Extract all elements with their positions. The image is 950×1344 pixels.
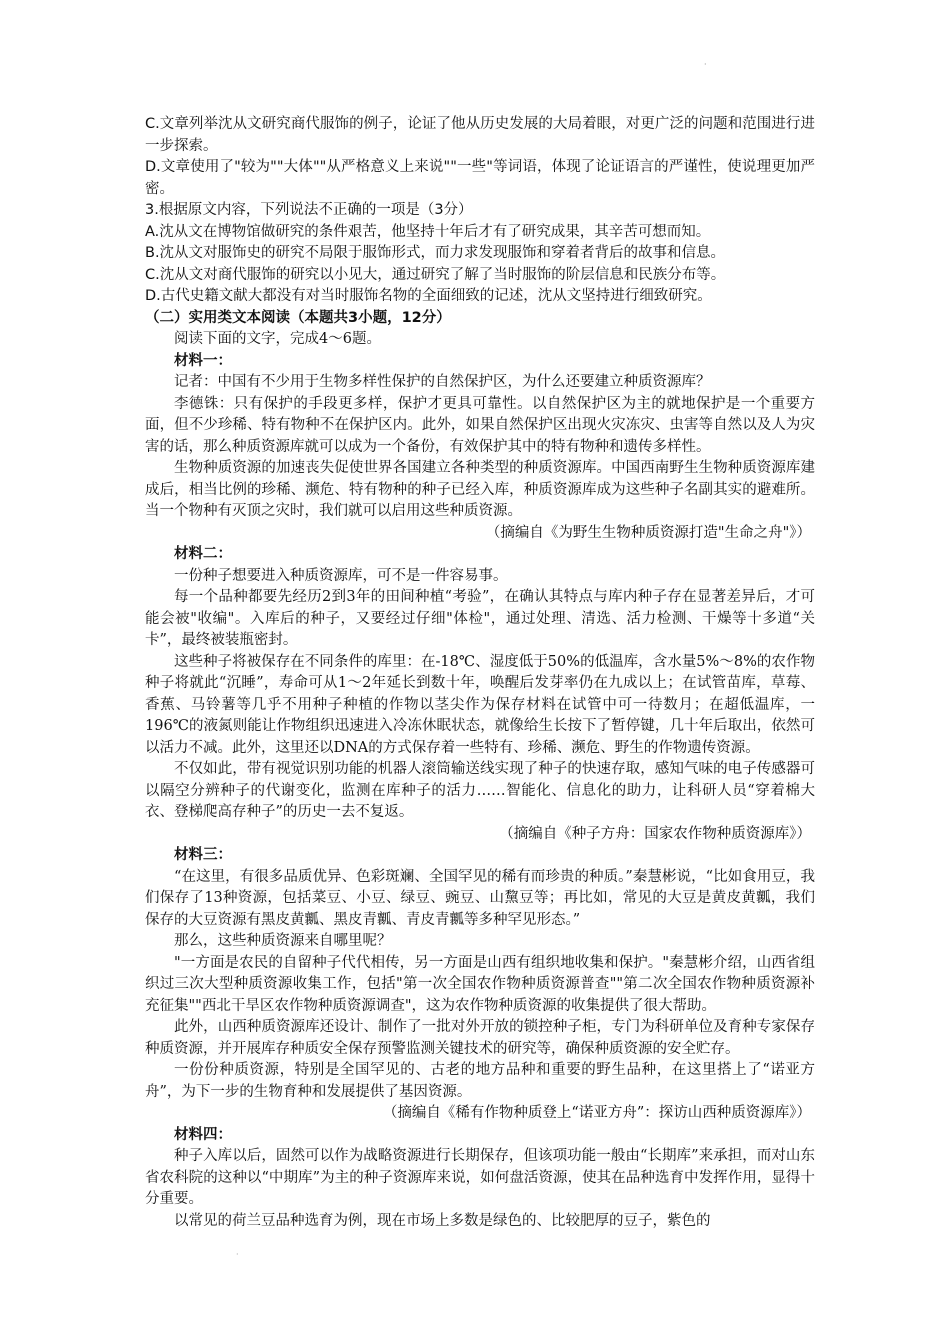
material-2-source: （摘编自《种子方舟：国家农作物种质资源库》） bbox=[499, 825, 811, 842]
header-mark: · bbox=[704, 60, 707, 69]
material-2-paragraph: 不仅如此，带有视觉识别功能的机器人滚筒输送线实现了种子的快速存取，感知气味的电子传感器可以隔空分辨种子的代谢变化，监测在库种子的活力……智能化、信息化的助力，让科研人员“穿着棉大衣、登梯爬高存种子”的历史一去不复返。 bbox=[145, 761, 815, 820]
option-d-part1: D.文章使用了"较为""大体""从严格意义上来说""一些"等词语，体现了论证语言的严谨性，使说理更加严密。 bbox=[145, 159, 815, 197]
material-4-paragraph: 种子入库以后，固然可以作为战略资源进行长期保存，但该项功能一般由“长期库”来承担，而对山东省农科院的这种以“中期库”为主的种子资源库来说，如何盘活资源，使其在品种选育中发挥作用，显得十分重要。 bbox=[145, 1148, 815, 1207]
material-1-label: 材料一： bbox=[174, 352, 232, 369]
material-2-label: 材料二： bbox=[174, 546, 232, 562]
question-3-option-a: A.沈从文在博物馆做研究的条件艰苦，他坚持十年后才有了研究成果，其辛苦可想而知。 bbox=[145, 223, 711, 240]
material-2-paragraph: 这些种子将被保存在不同条件的库里：在-18℃、湿度低于50%的低温库，含水量5%～8%的农作物种子将就此“沉睡”，寿命可从1～2年延长到数十年，唤醒后发芽率仍在九成以上；在试管苗库，草莓、香蕉、马铃薯等几乎不用种子种植的作物以茎尖作为保存材料在试管中可一待数月；在超低温库，一196℃的液氮则能让作物组织迅速进入冷冻休眠状态，就像给生长按下了暂停键，几十年后取出，依然可以活力不减。此外，这里还以DNA的方式保存着一些特有、珍稀、濒危、野生的作物遗传资源。 bbox=[145, 653, 815, 756]
section-instruction: 阅读下面的文字，完成4～6题。 bbox=[174, 331, 381, 347]
material-3-paragraph: "一方面是农民的自留种子代代相传，另一方面是山西有组织地收集和保护。"秦慧彬介绍，山西省组织过三次大型种质资源收集工作，包括"第一次全国农作物种质资源普查""第二次全国农作物种质资源补充征集""西北干旱区农作物种质资源调查"，这为农作物种质资源的收集提供了很大帮助。 bbox=[145, 954, 815, 1014]
material-1-paragraph: 李德铢：只有保护的手段更多样，保护才更具可靠性。以自然保护区为主的就地保护是一个重要方面，但不少珍稀、特有物种不在保护区内。此外，如果自然保护区出现火灾冻灾、虫害等自然以及人为灾害的话，那么种质资源库就可以成为一个备份，有效保护其中的特有物种和遗传多样性。 bbox=[145, 395, 815, 455]
material-1-paragraph: 记者：中国有不少用于生物多样性保护的自然保护区，为什么还要建立种质资源库？ bbox=[174, 374, 711, 390]
material-3-paragraph: 那么，这些种质资源来自哪里呢？ bbox=[174, 933, 392, 949]
material-4-label: 材料四： bbox=[174, 1126, 232, 1143]
material-3-paragraph: “在这里，有很多品质优异、色彩斑斓、全国罕见的稀有而珍贵的种质。”秦慧彬说，“比如食用豆，我们保存了13种资源，包括菜豆、小豆、绿豆、豌豆、山黧豆等；再比如，常见的大豆是黄皮黄瓤，我们保存的大豆资源有黑皮黄瓤、黑皮青瓤、青皮青瓤等多种罕见形态。” bbox=[145, 868, 815, 928]
material-3-label: 材料三： bbox=[174, 847, 232, 863]
section-heading: （二）实用类文本阅读（本题共3小题，12分） bbox=[145, 309, 451, 326]
document-body bbox=[145, 114, 815, 1232]
material-3-paragraph: 此外，山西种质资源库还设计、制作了一批对外开放的锁控种子柜，专门为科研单位及育种专家保存种质资源，并开展库存种质安全保存预警监测关键技术的研究等，确保种质资源的安全贮存。 bbox=[145, 1019, 815, 1057]
material-4-paragraph: 以常见的荷兰豆品种选育为例，现在市场上多数是绿色的、比较肥厚的豆子，紫色的 bbox=[174, 1212, 711, 1229]
material-3-source: （摘编自《稀有作物种质登上“诺亚方舟”：探访山西种质资源库》） bbox=[382, 1105, 811, 1121]
material-3-paragraph: 一份份种质资源，特别是全国罕见的、古老的地方品种和重要的野生品种，在这里搭上了“诺亚方舟”，为下一步的生物育种和发展提供了基因资源。 bbox=[145, 1062, 815, 1100]
material-2-paragraph: 每一个品种都要先经历2到3年的田间种植“考验”，在确认其特点与库内种子存在显著差异后，才可能会被"收编"。入库后的种子，又要经过仔细"体检"，通过处理、清选、活力检测、干燥等十多道“关卡”，最终被装瓶密封。 bbox=[145, 589, 815, 648]
material-2-paragraph: 一份种子想要进入种质资源库，可不是一件容易事。 bbox=[174, 567, 508, 584]
material-1-source: （摘编自《为野生生物种质资源打造"生命之舟"》） bbox=[485, 524, 811, 541]
question-3-option-b: B.沈从文对服饰史的研究不局限于服饰形式，而力求发现服饰和穿着者背后的故事和信息。 bbox=[145, 245, 726, 261]
material-1-paragraph: 生物种质资源的加速丧失促使世界各国建立各种类型的种质资源库。中国西南野生生物种质资源库建成后，相当比例的珍稀、濒危、特有物种的种子已经入库，种质资源库成为这些种子名副其实的避难所。当一个物种有灭顶之灾时，我们就可以启用这些种质资源。 bbox=[145, 460, 815, 519]
footer-mark: · bbox=[236, 1250, 239, 1259]
question-3-option-d: D.古代史籍文献大都没有对当时服饰名物的全面细致的记述，沈从文坚持进行细致研究。 bbox=[145, 288, 712, 304]
question-3-stem: 3.根据原文内容，下列说法不正确的一项是（3分） bbox=[145, 202, 473, 218]
option-c-part1: C.文章列举沈从文研究商代服饰的例子，论证了他从历史发展的大局着眼，对更广泛的问题和范围进行进一步探索。 bbox=[145, 116, 815, 154]
question-3-option-c: C.沈从文对商代服饰的研究以小见大，通过研究了解了当时服饰的阶层信息和民族分布等。 bbox=[145, 266, 726, 283]
